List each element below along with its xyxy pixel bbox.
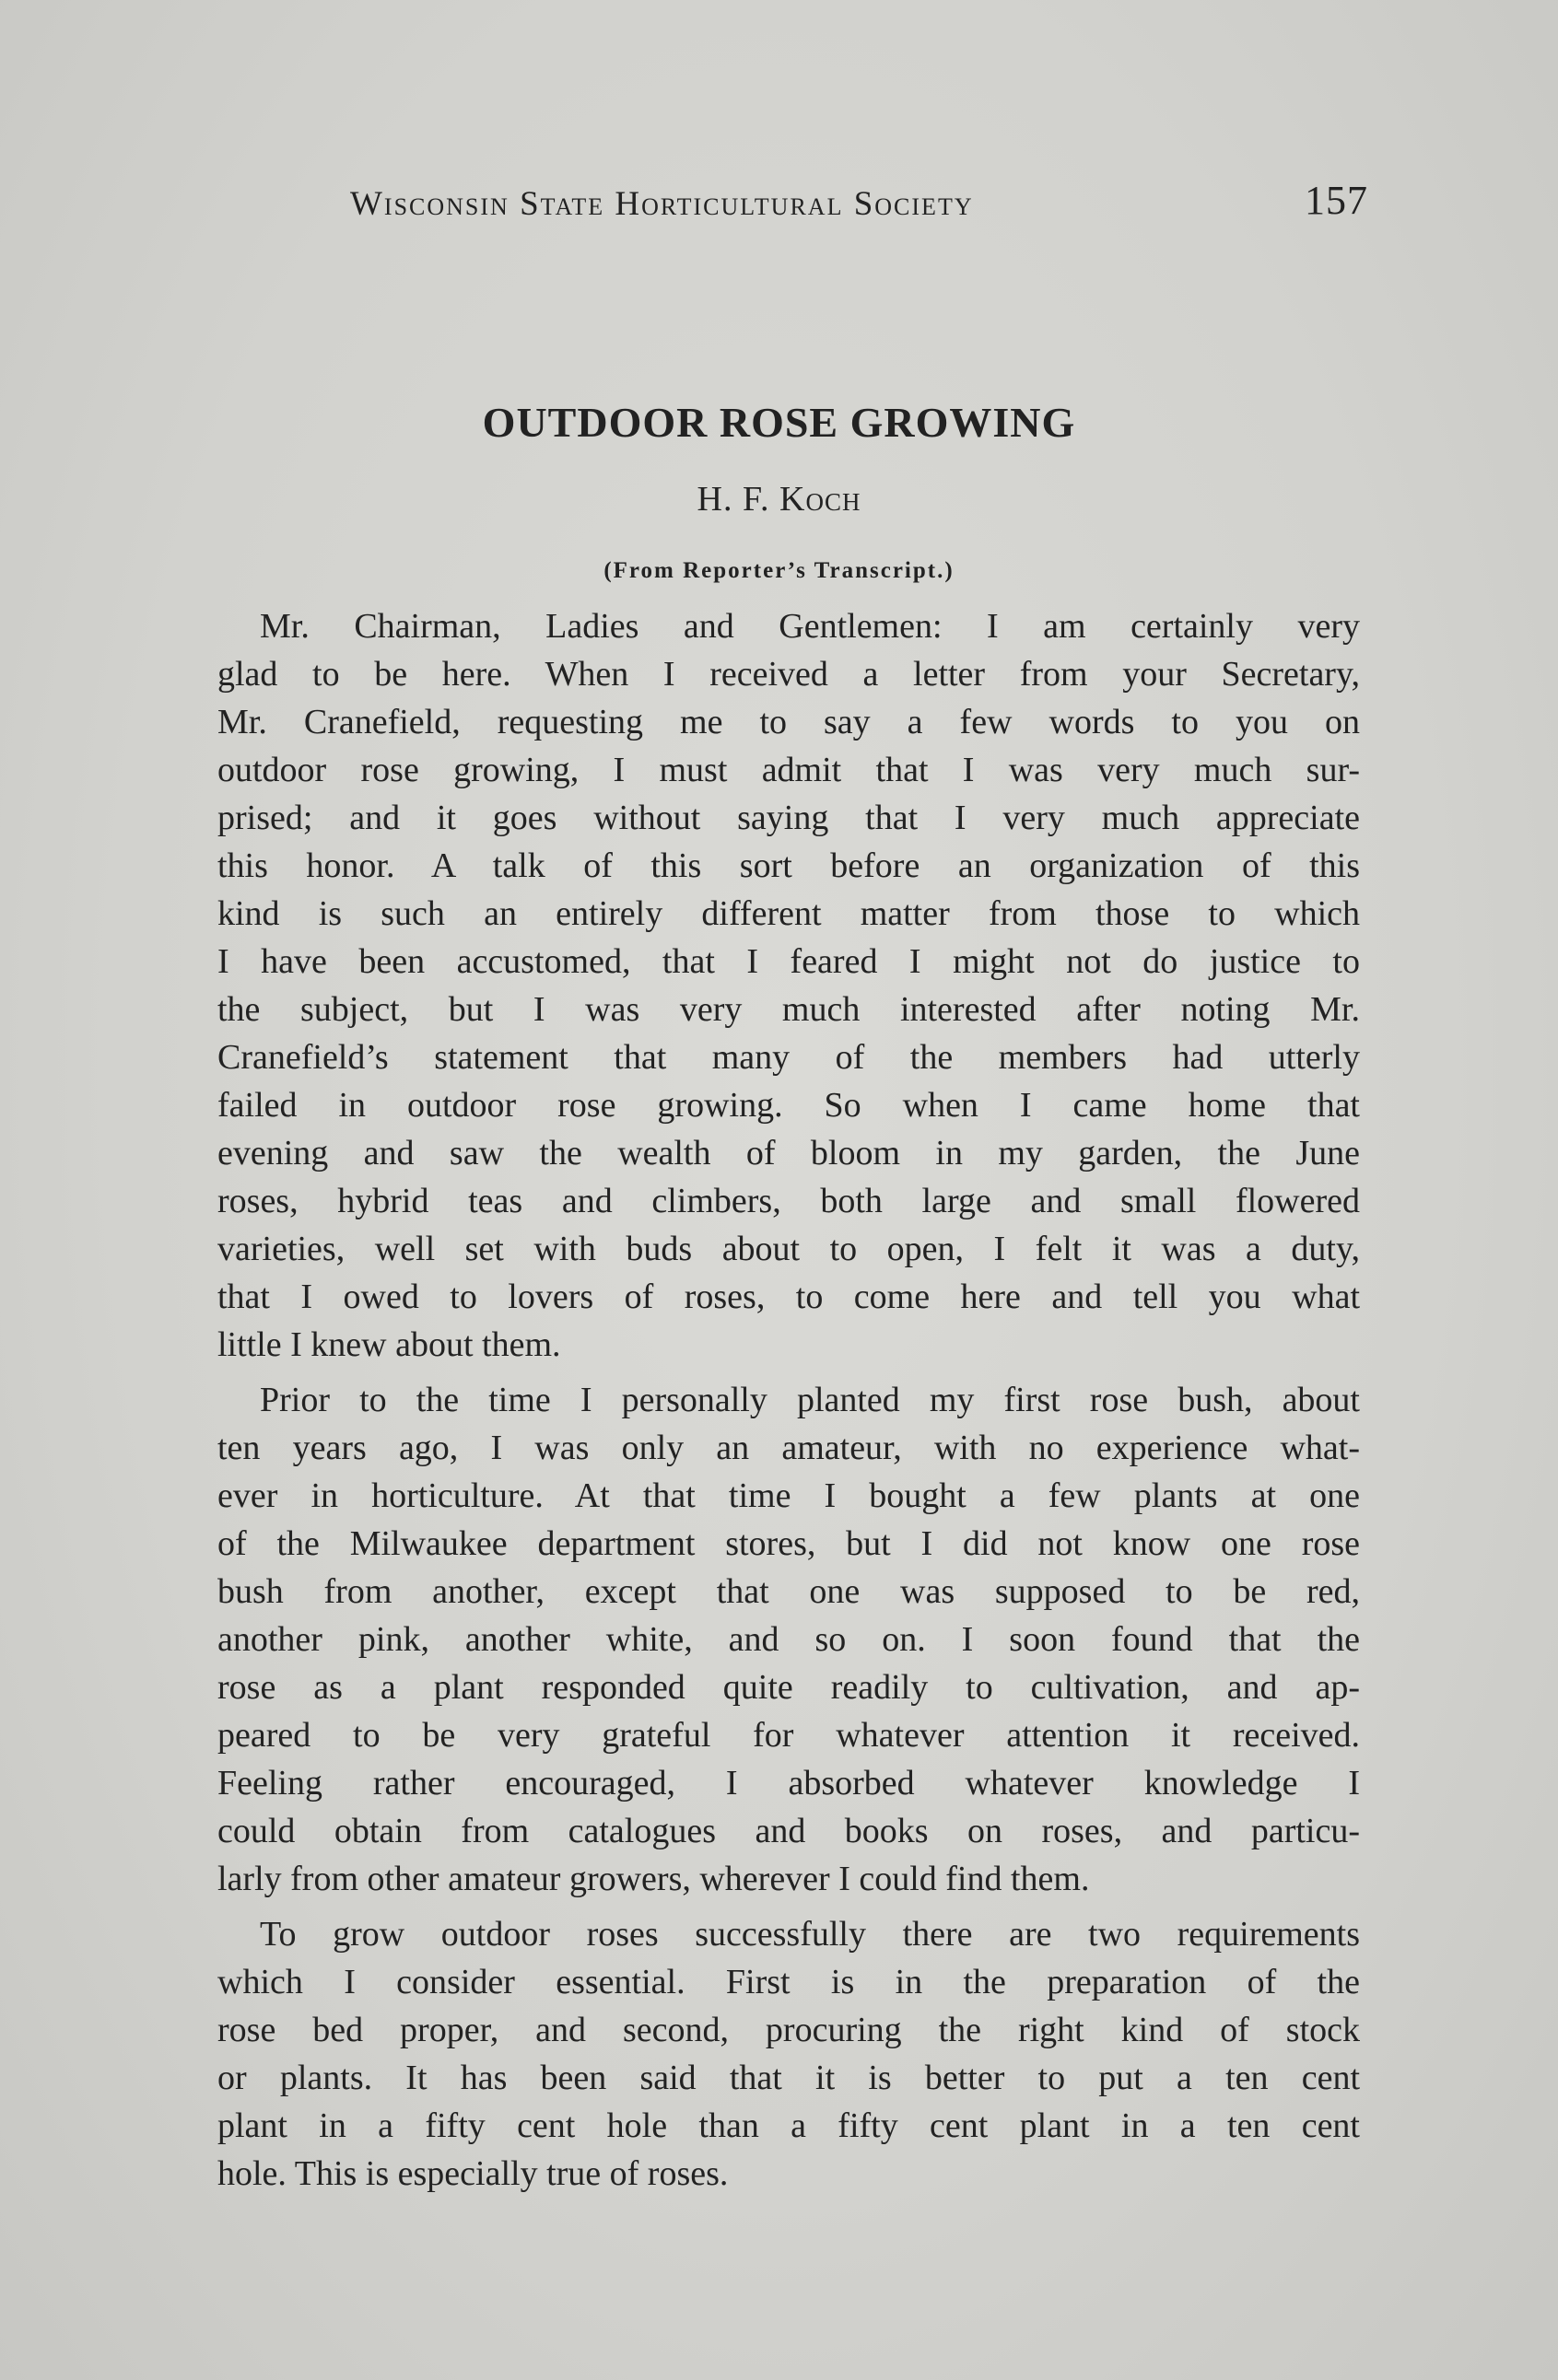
text-line: glad to be here. When I received a letter from your Secretary, xyxy=(217,655,1360,694)
text-line: Mr. Cranefield, requesting me to say a few words to you on xyxy=(217,703,1360,741)
text-line: failed in outdoor rose growing. So when I came home that xyxy=(217,1086,1360,1125)
text-line: Feeling rather encouraged, I absorbed whatever knowledge I xyxy=(217,1764,1360,1802)
text-line: ten years ago, I was only an amateur, with no experience what- xyxy=(217,1429,1360,1467)
text-line: this honor. A talk of this sort before an organization of this xyxy=(217,846,1360,885)
text-line: little I knew about them. xyxy=(217,1325,561,1364)
running-head xyxy=(350,177,1368,228)
page-number: 157 xyxy=(1305,178,1368,223)
text-line: Cranefield’s statement that many of the members had utterly xyxy=(217,1038,1360,1077)
article-title: OUTDOOR ROSE GROWING xyxy=(482,399,1076,446)
text-line: another pink, another white, and so on. I soon found that the xyxy=(217,1620,1360,1659)
text-line: Prior to the time I personally planted my first rose bush, about xyxy=(260,1381,1360,1419)
source-note: (From Reporter’s Transcript.) xyxy=(603,558,955,583)
paragraph-1 xyxy=(217,602,1360,1369)
paragraph-3 xyxy=(217,1910,1360,2198)
paragraph-2 xyxy=(217,1376,1360,1903)
text-line: peared to be very grateful for whatever attention it received. xyxy=(217,1716,1360,1755)
text-line: of the Milwaukee department stores, but I did not know one rose xyxy=(217,1524,1360,1563)
text-line: prised; and it goes without saying that I very much appreciate xyxy=(217,799,1360,837)
text-line: could obtain from catalogues and books on roses, and particu- xyxy=(217,1812,1360,1850)
text-line: the subject, but I was very much interested after noting Mr. xyxy=(217,990,1360,1029)
text-line: roses, hybrid teas and climbers, both large and small flowered xyxy=(217,1182,1360,1220)
text-line: evening and saw the wealth of bloom in my garden, the June xyxy=(217,1134,1360,1172)
text-line: plant in a fifty cent hole than a fifty cent plant in a ten cent xyxy=(217,2106,1360,2145)
running-head-title: Wisconsin State Horticultural Society xyxy=(350,185,974,223)
text-line: rose bed proper, and second, procuring the right kind of stock xyxy=(217,2011,1360,2049)
text-line: I have been accustomed, that I feared I might not do justice to xyxy=(217,942,1360,981)
text-line: Mr. Chairman, Ladies and Gentlemen: I am certainly very xyxy=(260,607,1360,646)
text-line: kind is such an entirely different matter from those to which xyxy=(217,894,1360,933)
text-line: which I consider essential. First is in the preparation of the xyxy=(217,1963,1360,2001)
text-line: hole. This is especially true of roses. xyxy=(217,2154,729,2193)
text-line: or plants. It has been said that it is better to put a ten cent xyxy=(217,2059,1360,2097)
text-line: outdoor rose growing, I must admit that I was very much sur- xyxy=(217,751,1360,789)
article-author: H. F. Koch xyxy=(697,480,861,519)
text-line: To grow outdoor roses successfully there are two requirements xyxy=(260,1915,1360,1954)
text-line: larly from other amateur growers, wherever I could find them. xyxy=(217,1860,1090,1898)
text-line: ever in horticulture. At that time I bought a few plants at one xyxy=(217,1476,1360,1515)
text-line: that I owed to lovers of roses, to come here and tell you what xyxy=(217,1278,1360,1316)
text-line: rose as a plant responded quite readily to cultivation, and ap- xyxy=(217,1668,1360,1707)
text-line: bush from another, except that one was supposed to be red, xyxy=(217,1572,1360,1611)
article-body xyxy=(217,602,1360,2205)
text-line: varieties, well set with buds about to open, I felt it was a duty, xyxy=(217,1230,1360,1268)
